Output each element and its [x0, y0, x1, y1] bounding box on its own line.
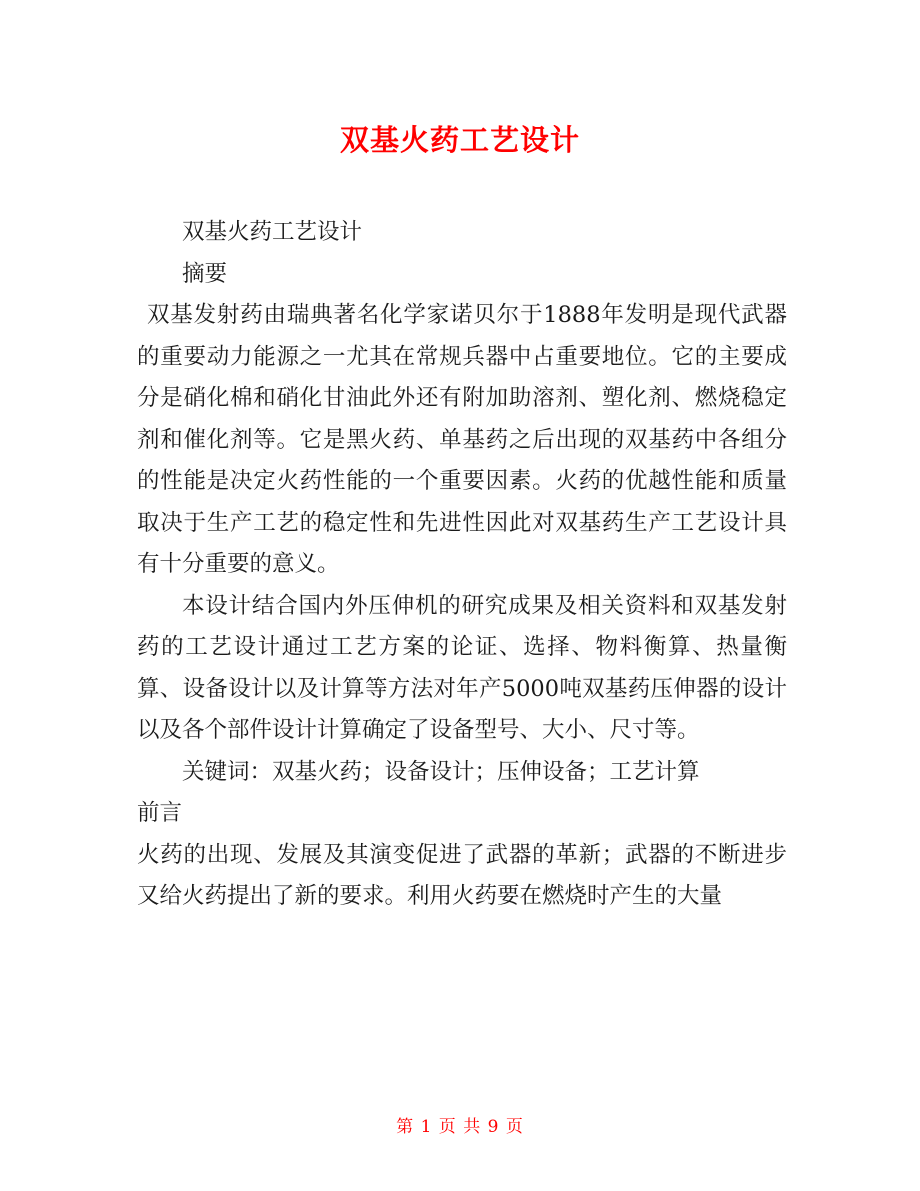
paragraph-abstract-2: 本设计结合国内外压伸机的研究成果及相关资料和双基发射药的工艺设计通过工艺方案的论证、选择、物料衡算、热量衡算、设备设计以及计算等方法对年产5000吨双基药压伸器的设计以及各个部件设计计算确定了设备型号、大小、尺寸等。 — [137, 592, 787, 743]
paragraph-preface-heading: 前言 — [137, 800, 183, 826]
document-body — [137, 212, 787, 918]
paragraph-abstract-heading: 摘要 — [182, 260, 228, 287]
document-title: 双基火药工艺设计 — [339, 123, 580, 157]
paragraph-keywords: 关键词：双基火药；设备设计；压伸设备；工艺计算 — [182, 758, 700, 785]
paragraph-preface-1: 火药的出现、发展及其演变促进了武器的革新；武器的不断进步又给火药提出了新的要求。利用火药要在燃烧时产生的大量 — [137, 841, 787, 909]
paragraph-abstract-1: 双基发射药由瑞典著名化学家诺贝尔于1888年发明是现代武器的重要动力能源之一尤其在常规兵器中占重要地位。它的主要成分是硝化棉和硝化甘油此外还有附加助溶剂、塑化剂、燃烧稳定剂和催化剂等。它是黑火药、单基药之后出现的双基药中各组分的性能是决定火药性能的一个重要因素。火药的优越性能和质量取决于生产工艺的稳定性和先进性因此对双基药生产工艺设计具有十分重要的意义。 — [137, 302, 787, 577]
paragraph-subtitle: 双基火药工艺设计 — [182, 219, 363, 245]
page-number-footer: 第 1 页 共 9 页 — [396, 1117, 524, 1137]
